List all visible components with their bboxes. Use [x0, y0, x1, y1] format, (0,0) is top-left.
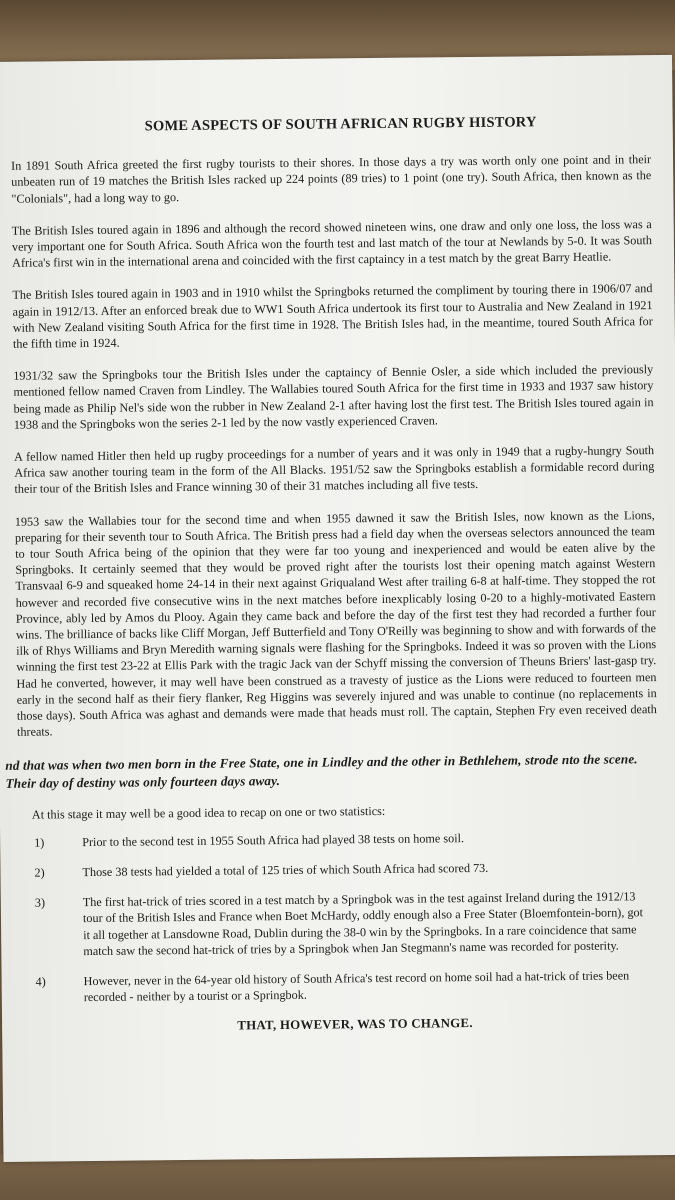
- document-title: SOME ASPECTS OF SOUTH AFRICAN RUGBY HISTORY: [144, 114, 537, 135]
- document-body: [5, 113, 661, 1036]
- list-item-number: 1): [34, 835, 45, 850]
- list-item-text: The first hat-trick of tries scored in a test match by a Springbok was in the test against Ireland during the 1912/13 tour of the British Isles and France when Boet McHardy, oddly enough also a Free Stater (Bloemfontein-born), got it all together at Lansdowne Road, Dublin during the 38-0 win by the Springboks. In a rare coincidence that same match saw the second hat-trick of tries by a Springbok when Jan Stegmann's name was recorded for posterity.: [82, 889, 644, 958]
- paragraph-1903: The British Isles toured again in 1903 and in 1910 whilst the Springboks returned the compliment by touring there in 1906/07 and again in 1912/13. After an enforced break due to WW1 South Africa undertook its first tour to Australia and New Zealand in 1921 with New Zealand visiting South Africa for the first time in 1928. The British Isles had, in the meantime, toured South Africa for the fifth time in 1924.: [12, 281, 653, 351]
- list-item: [18, 828, 658, 851]
- paragraph-1931: 1931/32 saw the Springboks tour the British Isles under the captaincy of Bennie Osler, a side which included the previously mentioned fellow named Craven from Lindley. The Wallabies toured South Africa for the first time in 1933 and 1937 saw history being made as Philip Nel's side won the rubber in New Zealand 2-1 after having lost the first test. The British Isles toured again in 1938 and the Springboks won the series 2-1 led by the now vastly experienced Craven.: [13, 362, 654, 432]
- paragraph-1891: In 1891 South Africa greeted the first rugby tourists to their shores. In those days a try was worth only one point and in their unbeaten run of 19 matches the British Isles racked up 224 points (89 tries) to 1 point (one try). South Africa, then known as the "Colonials", had a long way to go.: [11, 152, 652, 206]
- paragraph-1953: 1953 saw the Wallabies tour for the second time and when 1955 dawned it saw the British Isles, now known as the Lions, preparing for their seventh tour to South Africa. The British press had a field day when the overseas selectors announced the team to tour South Africa being of the opinion that they were far too young and inexperienced and would be eaten alive by the Springboks. It certainly seemed that they would be proved right after the tourists lost their opening match against Western Transvaal 6-9 and squeaked home 24-14 in their next against Griqualand West after trailing 6-8 at half-time. They stopped the rot however and recorded five consecutive wins in the next matches before inexplicably losing 0-20 to a highly-motivated Eastern Province, ably led by Amos du Plooy. Again they came back and before the day of the first test they had recorded a further four wins. The brilliance of backs like Cliff Morgan, Jeff Butterfield and Tony O'Reilly was beginning to show and with forwards of the ilk of Rhys Williams and Bryn Meredith warning signals were flashing for the Springboks. Indeed it was so proven with the Lions winning the first test 23-22 at Ellis Park with the tragic Jack van der Schyff missing the conversion of Theuns Briers' last-gasp try. Had he converted, however, it may well have been construed as a travesty of justice as the Lions were reduced to fourteen men early in the second half as their fiery flanker, Reg Higgins was severely injured and was unable to continue (no replacements in those days). South Africa was aghast and demands were made that heads must roll. The captain, Stephen Fry even received death threats.: [14, 507, 657, 740]
- list-item-number: 3): [34, 895, 46, 910]
- list-item-text: However, never in the 64-year old history of South Africa's test record on home soil had a hat-trick of tries been recorded - neither by a tourist or a Springbok.: [83, 968, 630, 1005]
- paper-sheet: [0, 55, 675, 1162]
- list-item-text: Prior to the second test in 1955 South Africa had played 38 tests on home soil.: [82, 830, 465, 849]
- italic-highlight-line: nd that was when two men born in the Free State, one in Lindley and the other in Bethlehem, strode nto the scene. Their day of destiny was only fourteen days away.: [5, 750, 638, 791]
- paragraph-1896: The British Isles toured again in 1896 and although the record showed nineteen wins, one draw and only one loss, the loss was a very important one for South Africa. South Africa won the fourth test and last match of the tour at Newlands by 5-0. It was South Africa's first win in the international arena and coincided with the first captaincy in a test match by the great Barry Heatlie.: [11, 216, 652, 271]
- recap-intro: At this stage it may well be a good idea to recap on one or two statistics:: [31, 803, 386, 822]
- list-item-number: 2): [34, 865, 45, 880]
- list-item-number: 4): [35, 974, 46, 989]
- paragraph-1949: A fellow named Hitler then held up rugby proceedings for a number of years and it was only in 1949 that a rugby-hungry South Africa saw another touring team in the form of the All Blacks. 1951/52 saw the Springboks establish a formidable record during their tour of the British Isles and France winning 30 of their 31 matches including all five tests.: [14, 443, 655, 497]
- list-item: [19, 888, 660, 960]
- list-item: [18, 858, 658, 881]
- wooden-surface-bottom: [0, 1155, 675, 1200]
- closing-statement: THAT, HOWEVER, WAS TO CHANGE.: [237, 1016, 473, 1033]
- list-item-text: Those 38 tests had yielded a total of 125 tries of which South Africa had scored 73.: [82, 860, 489, 880]
- list-item: [20, 967, 660, 1006]
